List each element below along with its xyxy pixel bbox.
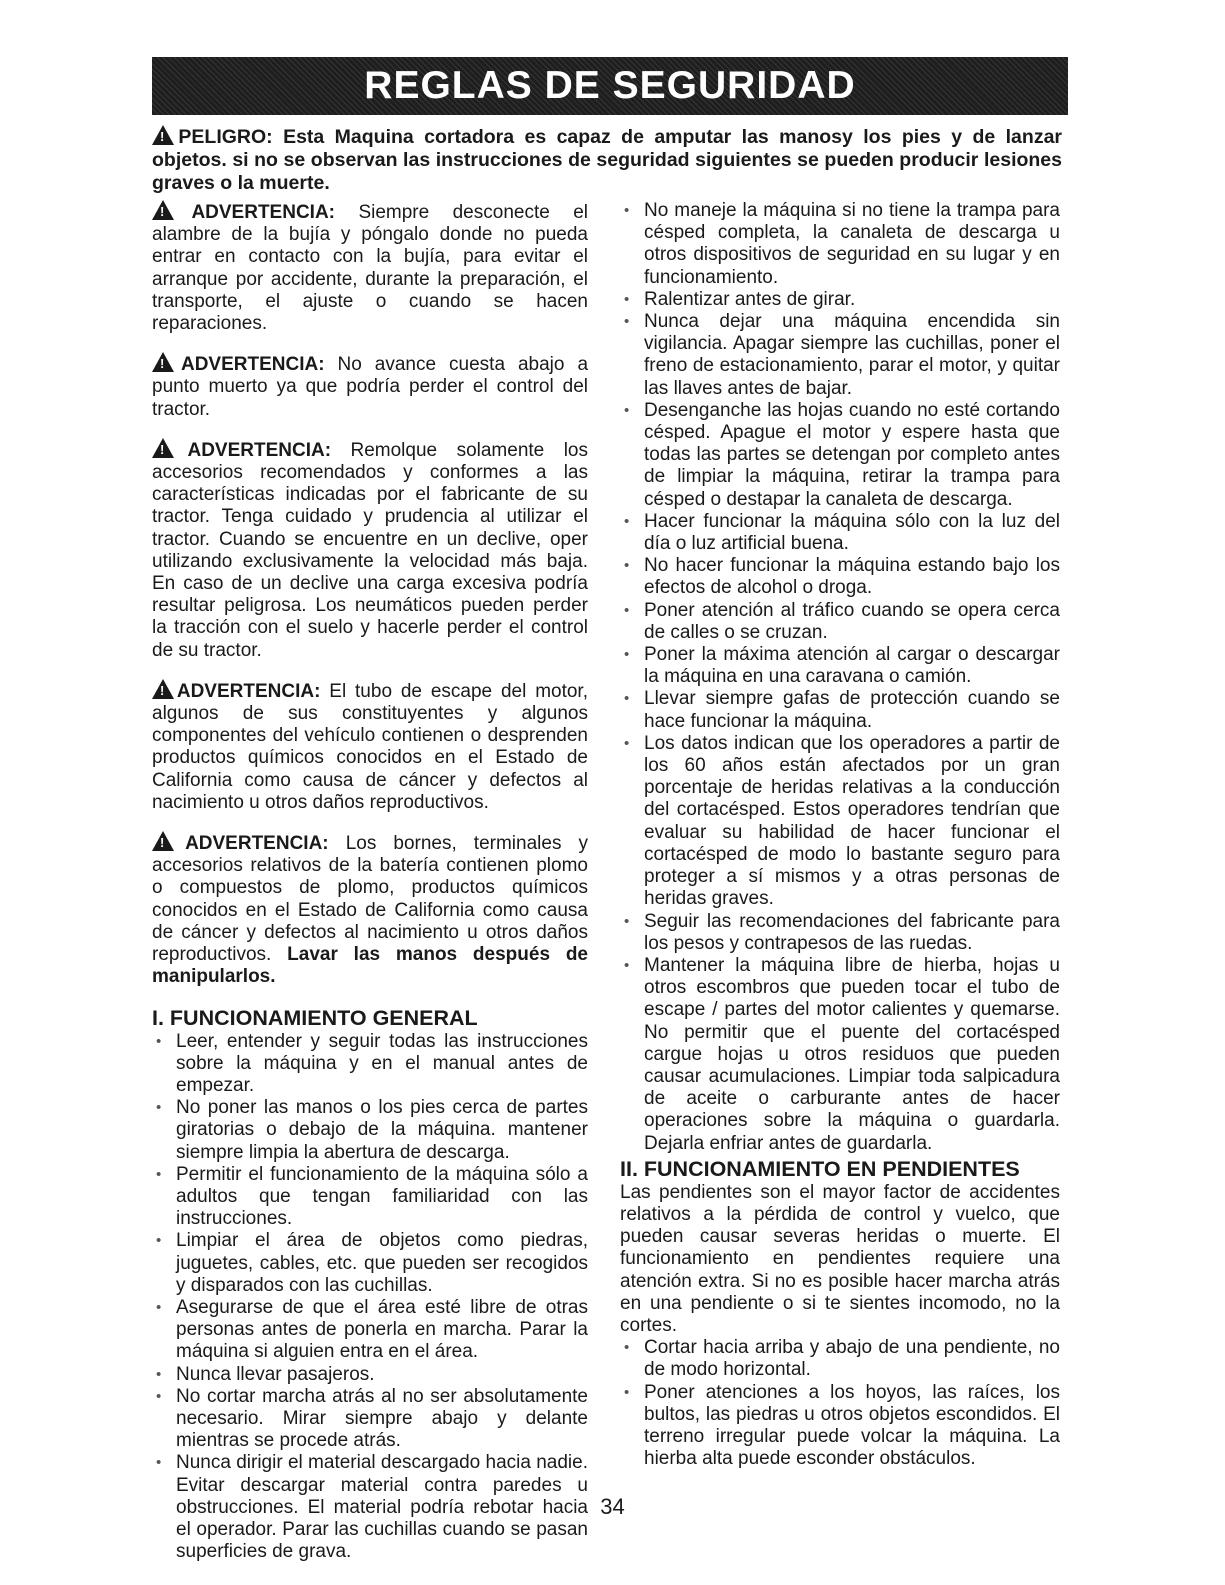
list-item: • Asegurarse de que el área esté libre de otras personas antes de ponerla en marcha. Parar la máquina si alguien entra en el área. — [152, 1297, 588, 1364]
warning-triangle-icon — [152, 200, 174, 220]
warning-paragraph — [152, 352, 588, 421]
list-item: • No poner las manos o los pies cerca de partes giratorias o debajo de la máquina. mantener siempre limpia la abertura de descarga. — [152, 1097, 588, 1164]
list-item: • No maneje la máquina si no tiene la trampa para césped completa, la canaleta de descarga u otros dispositivos de seguridad en su lugar y en funcionamiento. — [620, 200, 1060, 289]
page-number: 34 — [600, 1494, 625, 1519]
warning-paragraph — [152, 831, 588, 988]
warning-text: Remolque solamente los accesorios recomendados y conformes a las características indicadas por el fabricante de su tractor. Tenga cuidado y prudencia al utilizar el tractor. Cuando se encuentre en un declive, oper utilizando exclusivamente la velocidad más baja. En caso de un declive una carga excesiva podría resultar peligrosa. Los neumáticos pueden perder la tracción con el suelo y hacerle perder el control de su tractor. — [152, 439, 588, 661]
slopes-intro: Las pendientes son el mayor factor de accidentes relativos a la pérdida de control y vuelco, que pueden causar severas heridas o muerte. El funcionamiento en pendientes requiere una atención extra. Si no es posible hacer marcha atrás en una pendiente o si te sientes incomodo, no la cortes. — [620, 1181, 1060, 1336]
warning-text: No avance cuesta abajo a punto muerto ya que podría perder el control del tractor. — [152, 354, 589, 420]
warning-emphasis: Lavar las manos después de manipularlos. — [152, 944, 588, 988]
slopes-rules-list — [620, 1337, 1060, 1470]
right-column — [620, 200, 1060, 1470]
list-item: • Nunca llevar pasajeros. — [152, 1364, 588, 1386]
list-item: • No cortar marcha atrás al no ser absolutamente necesario. Mirar siempre abajo y delante mientras se procede atrás. — [152, 1386, 588, 1453]
list-item: • Mantener la máquina libre de hierba, hojas u otros escombros que pueden tocar el tubo de escape / partes del motor calientes y quemarse. No permitir que el puente del cortacésped cargue hojas u otros residuos que pueden causar acumulaciones. Limpiar toda salpicadura de aceite o carburante antes de hacer operaciones sobre la máquina o guardarla. Dejarla enfriar antes de guardarla. — [620, 955, 1060, 1155]
left-column — [152, 200, 588, 1563]
list-item: • Nunca dirigir el material descargado hacia nadie. Evitar descargar material contra paredes u obstrucciones. El material podría rebotar hacia el operador. Parar las cuchillas cuando se pasan superficies de grava. — [152, 1452, 588, 1563]
section-heading-general: I. FUNCIONAMIENTO GENERAL — [152, 1005, 478, 1030]
list-item: • Leer, entender y seguir todas las instrucciones sobre la máquina y en el manual antes de empezar. — [152, 1031, 588, 1098]
section-heading-slopes: II. FUNCIONAMIENTO EN PENDIENTES — [620, 1156, 1020, 1181]
warning-triangle-icon — [152, 831, 174, 851]
warning-label: ADVERTENCIA: — [191, 202, 335, 223]
warning-text: El tubo de escape del motor, algunos de sus constituyentes y algunos componentes del vehículo contienen o desprenden productos químicos conocidos en el Estado de California como causa de cáncer y defectos al nacimiento u otros daños reproductivos. — [152, 680, 588, 813]
list-item: • Limpiar el área de objetos como piedras, juguetes, cables, etc. que pueden ser recogidos y disparados con las cuchillas. — [152, 1230, 588, 1297]
list-item: • Seguir las recomendaciones del fabricante para los pesos y contrapesos de las ruedas. — [620, 911, 1060, 955]
list-item: • Poner atenciones a los hoyos, las raíces, los bultos, las piedras u otros objetos escondidos. El terreno irregular puede volcar la máquina. La hierba alta puede esconder obstáculos. — [620, 1382, 1060, 1471]
warning-label: ADVERTENCIA: — [176, 680, 321, 702]
list-item: • Permitir el funcionamiento de la máquina sólo a adultos que tengan familiaridad con las instrucciones. — [152, 1164, 588, 1231]
warning-label: ADVERTENCIA: — [180, 354, 325, 376]
warning-text: Los bornes, terminales y accesorios relativos de la batería contienen plomo o compuestos de plomo, productos químicos conocidos en el Estado de California como causa de cáncer y defectos al nacimiento u otros daños reproductivos. — [152, 833, 588, 966]
warning-paragraph — [152, 438, 588, 662]
list-item: • Los datos indican que los operadores a partir de los 60 años están afectados por un gran porcentaje de heridas relativas a la conducción del cortacésped. Estos operadores tendrían que evaluar su habilidad de hacer funcionar el cortacésped de modo lo bastante seguro para proteger a sí mismos y a otras personas de heridas graves. — [620, 733, 1060, 911]
general-rules-list — [152, 1031, 588, 1564]
list-item: • Nunca dejar una máquina encendida sin vigilancia. Apagar siempre las cuchillas, poner el freno de estacionamiento, parar el motor, y quitar las llaves antes de bajar. — [620, 311, 1060, 400]
list-item: • Hacer funcionar la máquina sólo con la luz del día o luz artificial buena. — [620, 511, 1060, 555]
list-item: • Poner la máxima atención al cargar o descargar la máquina en una caravana o camión. — [620, 644, 1060, 688]
warning-triangle-icon — [152, 125, 174, 145]
warning-label: ADVERTENCIA: — [187, 439, 332, 461]
list-item: • Cortar hacia arriba y abajo de una pendiente, no de modo horizontal. — [620, 1337, 1060, 1381]
list-item: • No hacer funcionar la máquina estando bajo los efectos de alcohol o droga. — [620, 555, 1060, 599]
section-banner — [152, 57, 1068, 115]
warning-triangle-icon — [152, 679, 174, 699]
danger-notice — [152, 125, 1062, 195]
warning-label: ADVERTENCIA: — [185, 833, 329, 855]
warning-triangle-icon — [152, 352, 174, 372]
warning-triangle-icon — [152, 438, 174, 458]
list-item: • Llevar siempre gafas de protección cuando se hace funcionar la máquina. — [620, 688, 1060, 732]
list-item: • Poner atención al tráfico cuando se opera cerca de calles o se cruzan. — [620, 600, 1060, 644]
list-item: • Ralentizar antes de girar. — [620, 289, 1060, 311]
page-title: REGLAS DE SEGURIDAD — [364, 64, 856, 107]
danger-text: Esta Maquina cortadora es capaz de amputar las manosy los pies y de lanzar objetos. si no se observan las instrucciones de seguridad siguientes se pueden producir lesiones graves o la muerte. — [152, 126, 1062, 194]
warning-paragraph — [152, 679, 588, 814]
list-item: • Desenganche las hojas cuando no esté cortando césped. Apague el motor y espere hasta que todas las partes se detengan por completo antes de limpiar la máquina, retirar la trampa para césped o destapar la canaleta de descarga. — [620, 400, 1060, 511]
warning-text: Siempre desconecte el alambre de la bujía y póngalo donde no pueda entrar en contacto con la bujía, para evitar el arranque por accidente, durante la preparación, el transporte, el ajuste o cuando se hacen reparaciones. — [152, 202, 589, 335]
warning-paragraph — [152, 200, 588, 335]
general-rules-list-continued — [620, 200, 1060, 1155]
danger-label: PELIGRO: — [178, 126, 273, 148]
